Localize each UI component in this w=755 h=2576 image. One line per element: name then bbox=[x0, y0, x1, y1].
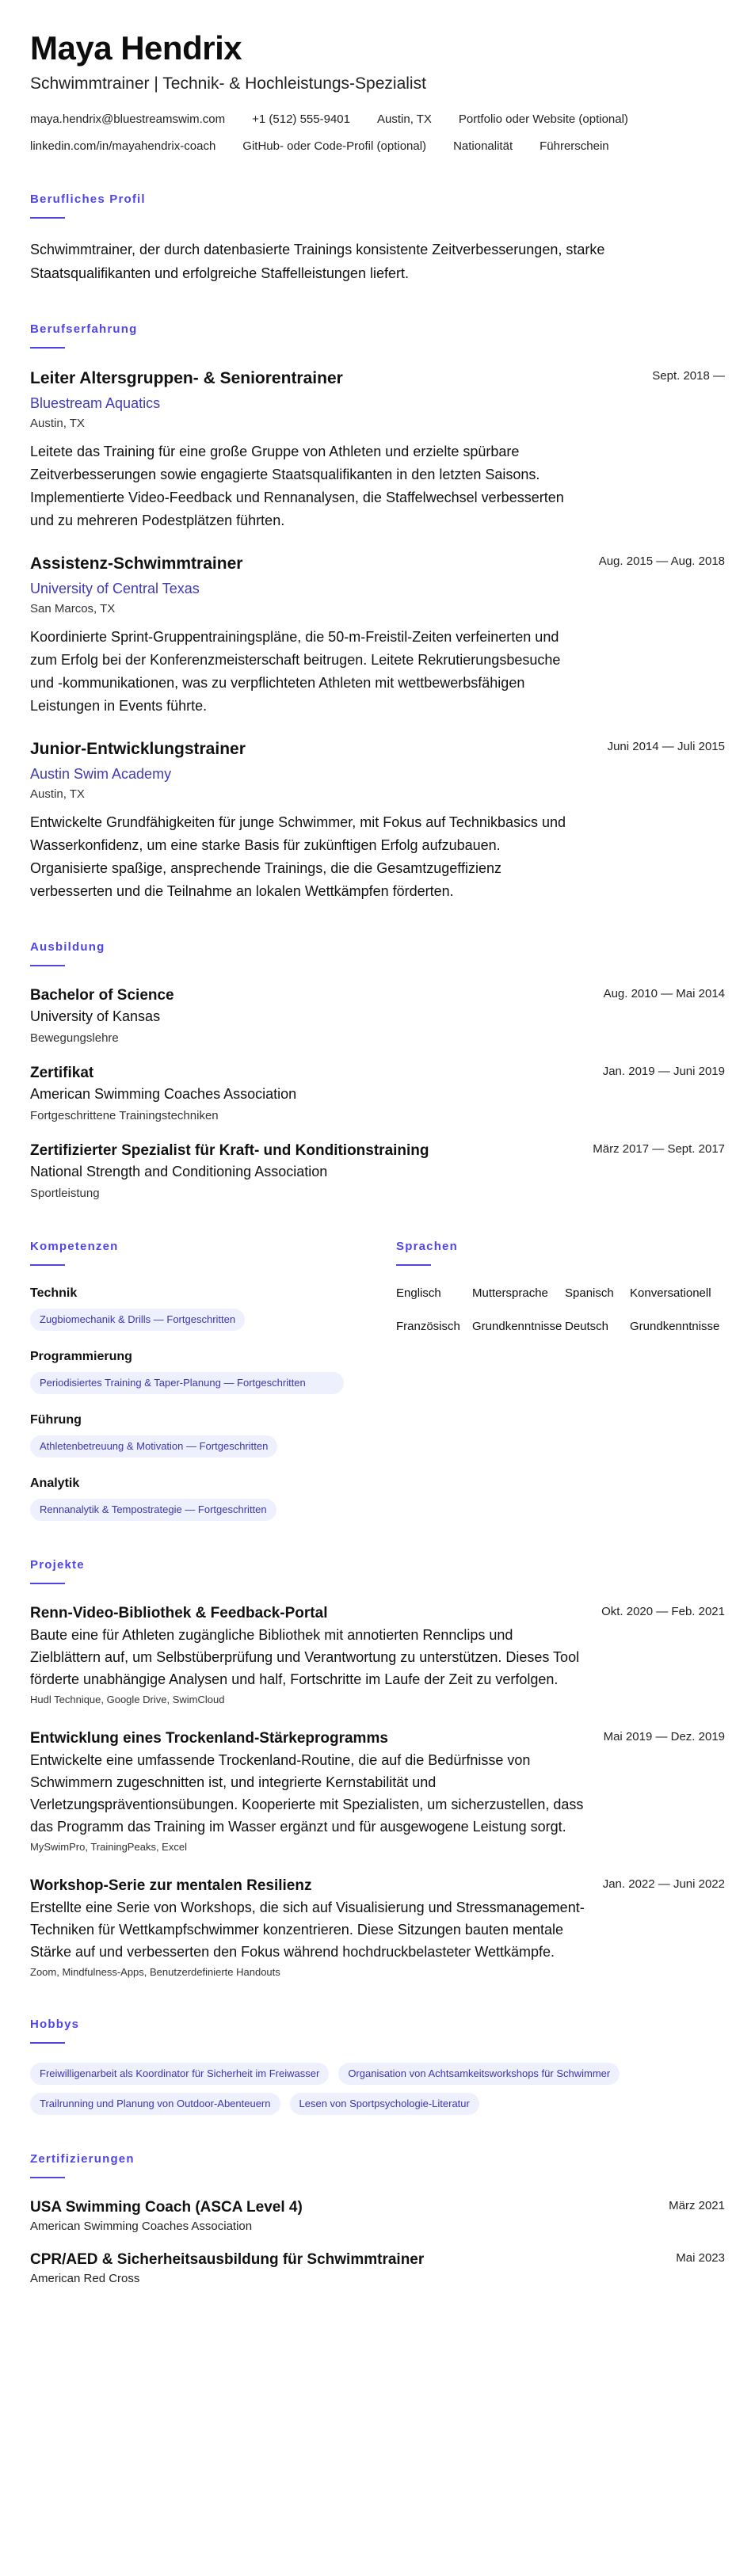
certification-date: Mai 2023 bbox=[676, 2251, 725, 2265]
section-title-skills: Kompetenzen bbox=[30, 1240, 119, 1253]
skills-languages-row bbox=[30, 1218, 725, 1521]
section-divider bbox=[30, 347, 65, 349]
education-entry bbox=[30, 985, 725, 1047]
contact-nationality: Nationalität bbox=[453, 139, 513, 153]
section-divider bbox=[30, 965, 65, 966]
job-description: Entwickelte Grundfähigkeiten für junge Schwimmer, mit Fokus auf Technikbasics und Wasserkonfidenz, um eine starke Basis für zukünftigen Erfolg aufzubauen. Organisierte spaßige, ansprechende Trainings, die die Gesamtzugeffizienz verbesserten und die Teilnahme an lokalen Wettkämpfen förderten. bbox=[30, 814, 566, 899]
skill-tag: Zugbiomechanik & Drills — Fortgeschritten bbox=[30, 1309, 245, 1331]
contact-info bbox=[30, 111, 725, 155]
job-company: Austin Swim Academy bbox=[30, 766, 172, 782]
education-field: Fortgeschrittene Trainingstechniken bbox=[30, 1109, 219, 1122]
skill-category: Technik bbox=[30, 1286, 78, 1300]
job-description: Koordinierte Sprint-Gruppentrainingspläne, die 50-m-Freistil-Zeiten verfeinerten und zum Erfolg bei der Konferenzmeisterschaft beitrugen. Leitete Rekrutierungsbesuche und -kommunikationen, was zu verpflichteten Athleten mit wettbewerbsfähigen Leistungen in Events führte. bbox=[30, 629, 561, 714]
project-tools: Hudl Technique, Google Drive, SwimCloud bbox=[30, 1694, 225, 1705]
certification-entry bbox=[30, 2250, 725, 2288]
education-school: National Strength and Conditioning Association bbox=[30, 1164, 328, 1179]
education-date: Aug. 2010 — Mai 2014 bbox=[603, 987, 725, 1000]
section-title-projects: Projekte bbox=[30, 1558, 85, 1572]
contact-phone[interactable]: +1 (512) 555-9401 bbox=[252, 112, 350, 126]
job-date: Sept. 2018 — bbox=[652, 369, 725, 383]
project-tools: MySwimPro, TrainingPeaks, Excel bbox=[30, 1841, 187, 1853]
project-date: Mai 2019 — Dez. 2019 bbox=[603, 1730, 725, 1743]
project-entry bbox=[30, 1728, 725, 1855]
section-divider bbox=[396, 1264, 431, 1266]
job-entry bbox=[30, 368, 725, 532]
candidate-name: Maya Hendrix bbox=[30, 29, 242, 67]
skill-tag: Periodisiertes Training & Taper-Planung — Fortgeschritten bbox=[30, 1372, 344, 1394]
section-divider bbox=[30, 217, 65, 219]
skill-category: Führung bbox=[30, 1413, 82, 1427]
section-divider bbox=[30, 2177, 65, 2178]
project-description: Baute eine für Athleten zugängliche Bibliothek mit annotierten Rennclips und Zielblättern auf, um Selbstüberprüfung und Verantwortung zu unterstützen. Dieses Tool förderte unabhängige Analysen und half, Fortschritte im Laufe der Zeit zu verfolgen. bbox=[30, 1627, 580, 1687]
hobby-tags bbox=[30, 2063, 711, 2115]
certification-name: USA Swimming Coach (ASCA Level 4) bbox=[30, 2199, 303, 2216]
education-degree: Bachelor of Science bbox=[30, 987, 174, 1004]
job-company: University of Central Texas bbox=[30, 581, 200, 596]
job-date: Aug. 2015 — Aug. 2018 bbox=[598, 554, 725, 568]
contact-location: Austin, TX bbox=[377, 112, 432, 126]
education-date: März 2017 — Sept. 2017 bbox=[593, 1142, 725, 1156]
project-tools: Zoom, Mindfulness-Apps, Benutzerdefinierte Handouts bbox=[30, 1966, 280, 1978]
section-title-education: Ausbildung bbox=[30, 940, 105, 954]
section-title-experience: Berufserfahrung bbox=[30, 322, 138, 336]
job-date: Juni 2014 — Juli 2015 bbox=[607, 740, 725, 753]
job-company: Bluestream Aquatics bbox=[30, 395, 161, 411]
job-location: Austin, TX bbox=[30, 417, 85, 430]
skill-category: Programmierung bbox=[30, 1350, 132, 1363]
language-level: Grundkenntnisse bbox=[630, 1320, 720, 1333]
certification-issuer: American Red Cross bbox=[30, 2272, 140, 2285]
project-description: Erstellte eine Serie von Workshops, die sich auf Visualisierung und Stressmanagement-Techniken für Wettkampfschwimmer konzentrieren. Diese Sitzungen bauten mentale Stärke auf und verbesserten den Fokus während hochdruckbelasteter Wettkämpfe. bbox=[30, 1900, 585, 1960]
contact-license: Führerschein bbox=[540, 139, 609, 153]
job-title: Junior-Entwicklungstrainer bbox=[30, 740, 246, 758]
certification-name: CPR/AED & Sicherheitsausbildung für Schwimmtrainer bbox=[30, 2251, 425, 2268]
certification-date: März 2021 bbox=[669, 2199, 725, 2212]
education-entry bbox=[30, 1063, 725, 1125]
language-level: Konversationell bbox=[630, 1286, 711, 1300]
section-divider bbox=[30, 1583, 65, 1584]
section-title-languages: Sprachen bbox=[396, 1240, 458, 1253]
project-title: Entwicklung eines Trockenland-Stärkeprogramms bbox=[30, 1730, 388, 1747]
job-title: Assistenz-Schwimmtrainer bbox=[30, 554, 243, 573]
job-entry bbox=[30, 553, 725, 718]
hobby-tag: Freiwilligenarbeit als Koordinator für Sicherheit im Freiwasser bbox=[30, 2063, 329, 2085]
project-entry bbox=[30, 1603, 725, 1708]
project-title: Workshop-Serie zur mentalen Resilienz bbox=[30, 1877, 312, 1894]
project-date: Okt. 2020 — Feb. 2021 bbox=[601, 1605, 725, 1618]
section-divider bbox=[30, 1264, 65, 1266]
language-name: Französisch bbox=[396, 1320, 460, 1333]
job-location: Austin, TX bbox=[30, 787, 85, 801]
project-date: Jan. 2022 — Juni 2022 bbox=[602, 1877, 725, 1891]
languages-grid bbox=[396, 1285, 725, 1336]
hobby-tag: Lesen von Sportpsychologie-Literatur bbox=[290, 2093, 479, 2115]
skills-column bbox=[30, 1218, 363, 1521]
job-title: Leiter Altersgruppen- & Seniorentrainer bbox=[30, 369, 343, 387]
contact-portfolio[interactable]: Portfolio oder Website (optional) bbox=[458, 112, 628, 126]
skill-tag: Athletenbetreuung & Motivation — Fortgeschritten bbox=[30, 1435, 277, 1458]
education-degree: Zertifikat bbox=[30, 1065, 94, 1081]
education-field: Bewegungslehre bbox=[30, 1031, 119, 1045]
section-title-certifications: Zertifizierungen bbox=[30, 2152, 135, 2166]
candidate-tagline: Schwimmtrainer | Technik- & Hochleistungs-Spezialist bbox=[30, 74, 426, 93]
education-field: Sportleistung bbox=[30, 1187, 100, 1200]
language-level: Muttersprache bbox=[472, 1286, 548, 1300]
language-name: Spanisch bbox=[565, 1286, 614, 1300]
skill-category: Analytik bbox=[30, 1477, 80, 1490]
language-name: Deutsch bbox=[565, 1320, 609, 1333]
language-level: Grundkenntnisse bbox=[472, 1320, 562, 1333]
certification-entry bbox=[30, 2197, 725, 2235]
language-name: Englisch bbox=[396, 1286, 441, 1300]
hobby-tag: Organisation von Achtsamkeitsworkshops für Schwimmer bbox=[338, 2063, 620, 2085]
job-entry bbox=[30, 738, 725, 903]
contact-github[interactable]: GitHub- oder Code-Profil (optional) bbox=[242, 139, 427, 153]
education-school: University of Kansas bbox=[30, 1008, 161, 1024]
hobby-tag: Trailrunning und Planung von Outdoor-Abenteuern bbox=[30, 2093, 280, 2115]
contact-email[interactable]: maya.hendrix@bluestreamswim.com bbox=[30, 112, 226, 126]
project-title: Renn-Video-Bibliothek & Feedback-Portal bbox=[30, 1605, 328, 1621]
project-description: Entwickelte eine umfassende Trockenland-Routine, die auf die Bedürfnisse von Schwimmern zugeschnitten ist, und integrierte Kernstabilität und Verletzungspräventionsübungen. Kooperierte mit Spezialisten, um sicherzustellen, dass das Programm das Training im Wasser ergänzt und für ausgewogene Leistung sorgt. bbox=[30, 1752, 584, 1835]
section-title-hobbies: Hobbys bbox=[30, 2018, 80, 2031]
section-divider bbox=[30, 2042, 65, 2044]
job-location: San Marcos, TX bbox=[30, 602, 116, 615]
education-degree: Zertifizierter Spezialist für Kraft- und Konditionstraining bbox=[30, 1142, 429, 1159]
education-school: American Swimming Coaches Association bbox=[30, 1086, 297, 1102]
languages-column bbox=[396, 1218, 725, 1521]
profile-summary: Schwimmtrainer, der durch datenbasierte Trainings konsistente Zeitverbesserungen, starke Staatsqualifikanten und erfolgreiche Staffelleistungen liefert. bbox=[30, 242, 605, 281]
project-entry bbox=[30, 1876, 725, 1980]
education-entry bbox=[30, 1141, 725, 1202]
contact-linkedin[interactable]: linkedin.com/in/mayahendrix-coach bbox=[30, 139, 216, 153]
education-date: Jan. 2019 — Juni 2019 bbox=[602, 1065, 725, 1078]
job-description: Leitete das Training für eine große Gruppe von Athleten und erzielte spürbare Zeitverbesserungen sowie engagierte Staatsqualifikanten in den letzten Saisons. Implementierte Video-Feedback und Rennanalysen, die Staffelwechsel verbesserten und zu mehreren Podestplätzen führten. bbox=[30, 444, 564, 528]
certification-issuer: American Swimming Coaches Association bbox=[30, 2220, 253, 2233]
skill-tag: Rennanalytik & Tempostrategie — Fortgeschritten bbox=[30, 1499, 276, 1521]
section-title-profile: Berufliches Profil bbox=[30, 192, 146, 206]
